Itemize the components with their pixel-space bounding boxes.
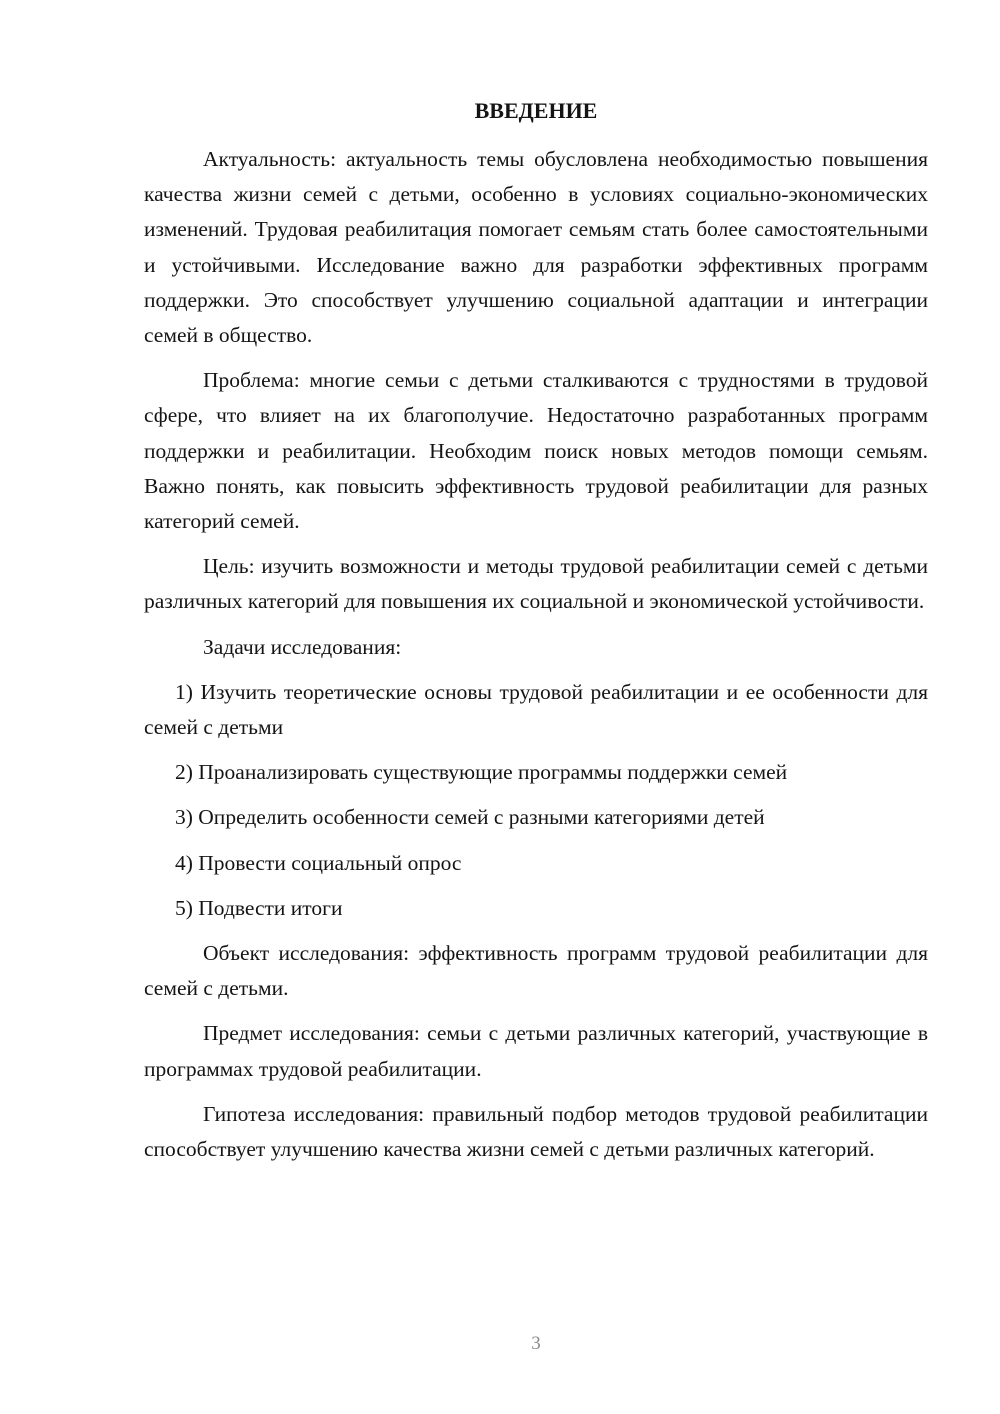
tasks-title: Задачи исследования: xyxy=(203,634,402,659)
hypothesis-paragraph: Гипотеза исследования: правильный подбор методов трудовой реабилитации способствует улучшению качества жизни семей с детьми различных категорий. xyxy=(144,1101,928,1162)
subject-paragraph: Предмет исследования: семьи с детьми различных категорий, участвующие в программах трудовой реабилитации. xyxy=(144,1021,928,1081)
goal-paragraph: Цель: изучить возможности и методы трудовой реабилитации семей с детьми различных категорий для повышения их социальной и экономической устойчивости. xyxy=(144,554,928,614)
page-number: 3 xyxy=(531,1333,541,1354)
relevance-paragraph: Актуальность: актуальность темы обусловлена необходимостью повышения качества жизни семей с детьми, особенно в условиях социально-экономических изменений. Трудовая реабилитация помогает семьям стать более самостоятельными и устойчивыми. Исследование важно для разработки эффективных программ поддержки. Это способствует улучшению социальной адаптации и интеграции семей в общество. xyxy=(144,147,928,348)
document-body xyxy=(144,142,928,1177)
task-item: 3) Определить особенности семей с разными категориями детей xyxy=(175,805,765,830)
task-item: 2) Проанализировать существующие программы поддержки семей xyxy=(175,760,788,785)
task-item: 5) Подвести итоги xyxy=(175,895,343,920)
object-paragraph: Объект исследования: эффективность программ трудовой реабилитации для семей с детьми. xyxy=(144,941,928,1001)
task-item: 1) Изучить теоретические основы трудовой реабилитации и ее особенности для семей с детьми xyxy=(144,679,928,740)
task-item: 4) Провести социальный опрос xyxy=(175,850,462,875)
section-heading: ВВЕДЕНИЕ xyxy=(474,98,598,123)
problem-paragraph: Проблема: многие семьи с детьми сталкиваются с трудностями в трудовой сфере, что влияет на их благополучие. Недостаточно разработанных программ поддержки и реабилитации. Необходим поиск новых методов помощи семьям. Важно понять, как повысить эффективность трудовой реабилитации для разных категорий семей. xyxy=(144,368,928,534)
